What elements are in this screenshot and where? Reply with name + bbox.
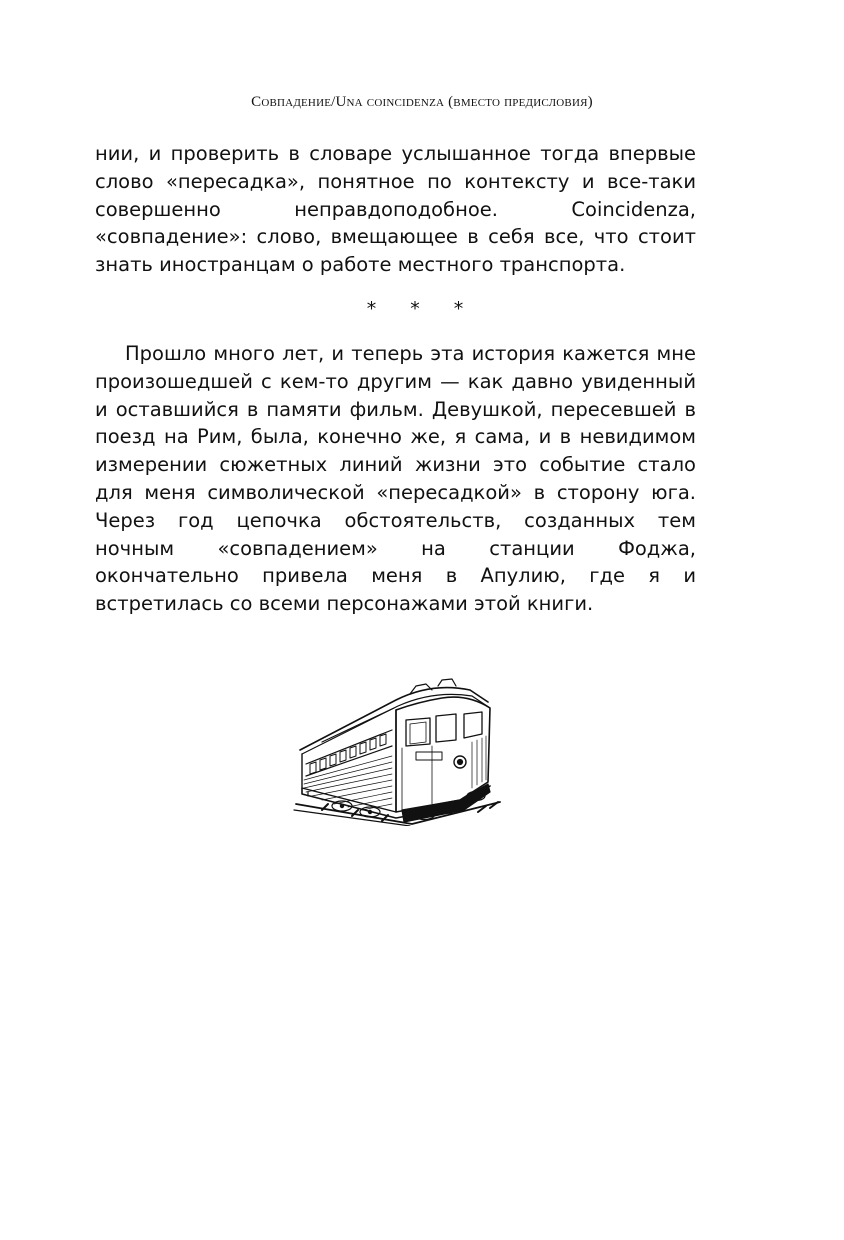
section-separator: * * * <box>366 298 478 320</box>
paragraph-main: Прошло много лет, и теперь эта история кажется мне произошедшей с кем-то другим — как давно увиденный и оставшийся в памяти фильм. Девушкой, пересевшей в поезд на Рим, была, конечно же, я сама, и в невидимом измерении сюжетных линий жизни это событие стало для меня символической «пересадкой» в сторону юга. Через год цепочка обстоятельств, созданных тем ночным «совпадением» на станции Фоджа, окончательно привела меня в Апулию, где я и встретилась со всеми персонажами этой книги. <box>95 342 696 616</box>
paragraph-continuation: нии, и проверить в словаре услышанное тогда впервые слово «пересадка», понятное по контексту и все-таки совершенно неправдоподобное. Coincidenza, «совпадение»: слово, вмещающее в себя все, что стоит знать иностранцам о работе местного транспорта. <box>95 142 696 277</box>
text-block-main <box>95 340 696 618</box>
train-engraving-icon <box>292 664 504 826</box>
running-title: Совпадение/Una coincidenza (вместо предисловия) <box>251 94 593 110</box>
text-block-continuation <box>95 140 696 279</box>
